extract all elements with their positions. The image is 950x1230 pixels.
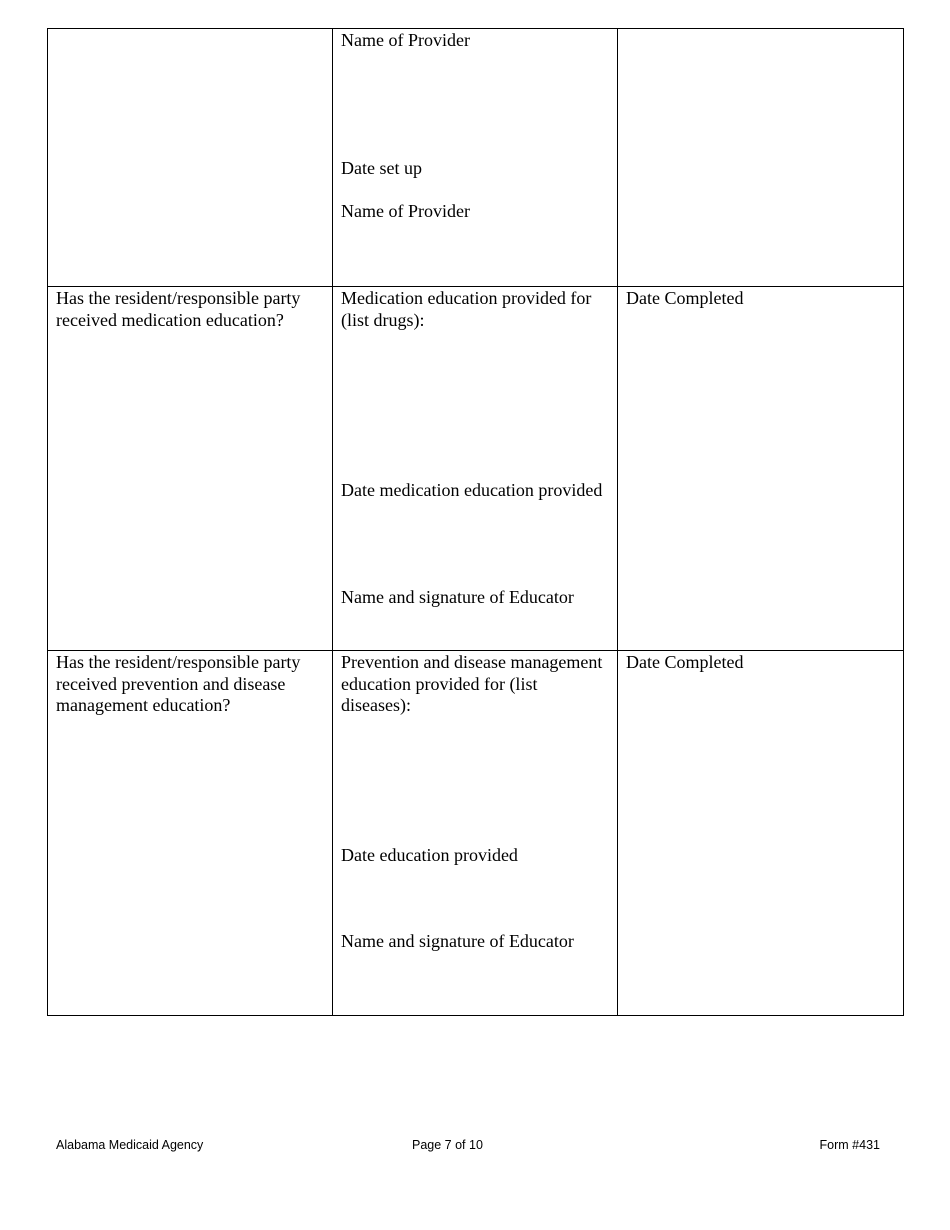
date-completed-label: Date Completed [626,288,744,308]
prevention-question: Has the resident/responsible party received prevention and disease management education? [56,652,301,715]
form-table [47,28,904,1016]
question-cell [48,29,333,287]
education-date-label: Date education provided [341,845,518,865]
details-cell [333,29,618,287]
date-completed-label: Date Completed [626,652,744,672]
details-cell [333,287,618,651]
date-set-up-label: Date set up [341,158,422,178]
educator-signature-label: Name and signature of Educator [341,587,574,607]
question-cell [48,651,333,1016]
completion-cell [618,287,904,651]
completion-cell [618,29,904,287]
medication-date-label: Date medication education provided [341,480,603,500]
table-row [48,651,904,1016]
educator-signature-label: Name and signature of Educator [341,931,574,951]
provider-name-label: Name of Provider [341,30,470,50]
medication-question: Has the resident/responsible party received medication education? [56,288,301,330]
completion-cell [618,651,904,1016]
footer-agency: Alabama Medicaid Agency [56,1138,204,1152]
details-cell [333,651,618,1016]
provider-name-label-2: Name of Provider [341,201,470,221]
medication-drugs-label: Medication education provided for (list drugs): [341,288,592,330]
footer-form-number: Form #431 [819,1138,880,1152]
prevention-diseases-label: Prevention and disease management education provided for (list diseases): [341,652,603,715]
table-row [48,29,904,287]
footer-page-number: Page 7 of 10 [412,1138,483,1152]
question-cell [48,287,333,651]
table-row [48,287,904,651]
